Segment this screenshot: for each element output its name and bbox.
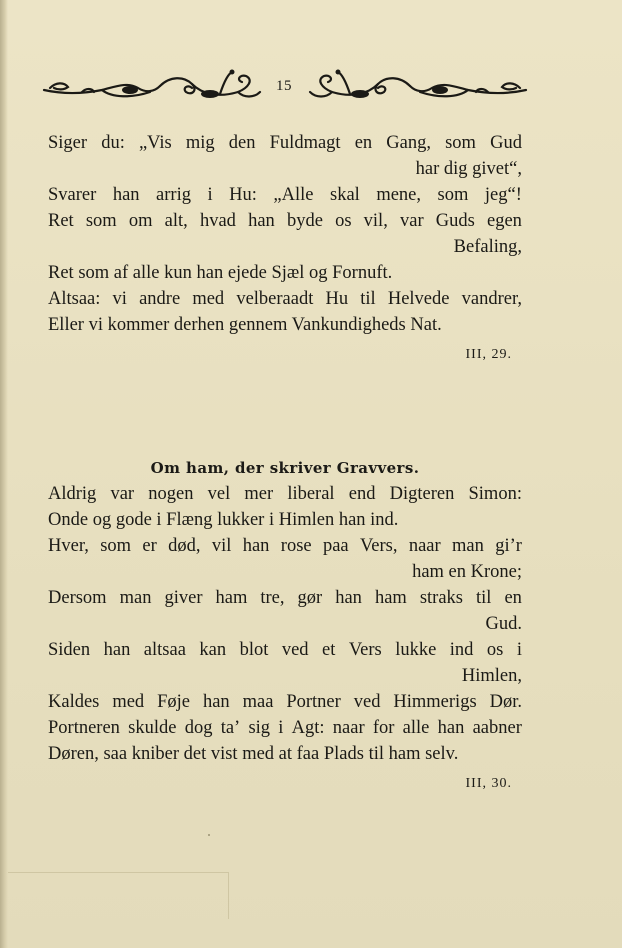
verse-line: Gud. xyxy=(485,614,522,634)
verse-line: Himlen, xyxy=(461,666,522,686)
verse-line: har dig givet“, xyxy=(415,159,522,179)
poem-2-verses xyxy=(48,481,522,767)
scroll-flourish-right-icon xyxy=(306,68,528,108)
verse-line: Eller vi kommer derhen gennem Vankundigheds Nat. xyxy=(48,315,442,335)
verse-line: Ret som om alt, hvad han byde os vil, var Guds egen xyxy=(48,211,522,231)
verse-line: ham en Krone; xyxy=(412,562,522,582)
verse-line: Aldrig var nogen vel mer liberal end Digteren Simon: xyxy=(48,484,522,504)
poem-1-reference: III, 29. xyxy=(465,347,512,362)
verse-line: Døren, saa kniber det vist med at faa Plads til ham selv. xyxy=(48,744,459,764)
poem-1-verses xyxy=(48,130,522,338)
verse-line: Onde og gode i Flæng lukker i Himlen han ind. xyxy=(48,510,399,530)
verse-line: Svarer han arrig i Hu: „Alle skal mene, som jeg“! xyxy=(48,185,522,205)
verse-line: Portneren skulde dog ta’ sig i Agt: naar for alle han aabner xyxy=(48,718,522,738)
poem-2-reference: III, 30. xyxy=(465,776,512,791)
verse-line: Kaldes med Føje han maa Portner ved Himmerigs Dør. xyxy=(48,692,522,712)
verse-line: Hver, som er død, vil han rose paa Vers, naar man gi’r xyxy=(48,536,522,556)
poem-2-title: Om ham, der skriver Gravvers. xyxy=(150,459,420,477)
page-number: 15 xyxy=(276,78,292,94)
scroll-flourish-left-icon xyxy=(42,68,264,108)
paper-speck xyxy=(208,834,210,836)
verse-line: Siger du: „Vis mig den Fuldmagt en Gang, som Gud xyxy=(48,133,522,153)
paper-crease xyxy=(8,872,229,919)
verse-line: Altsaa: vi andre med velberaadt Hu til Helvede vandrer, xyxy=(48,289,522,309)
verse-line: Ret som af alle kun han ejede Sjæl og Fornuft. xyxy=(48,263,393,283)
verse-line: Befaling, xyxy=(453,237,522,257)
verse-line: Dersom man giver ham tre, gør han ham straks til en xyxy=(48,588,522,608)
verse-line: Siden han altsaa kan blot ved et Vers lukke ind os i xyxy=(48,640,522,660)
page-binding-edge xyxy=(0,0,8,948)
